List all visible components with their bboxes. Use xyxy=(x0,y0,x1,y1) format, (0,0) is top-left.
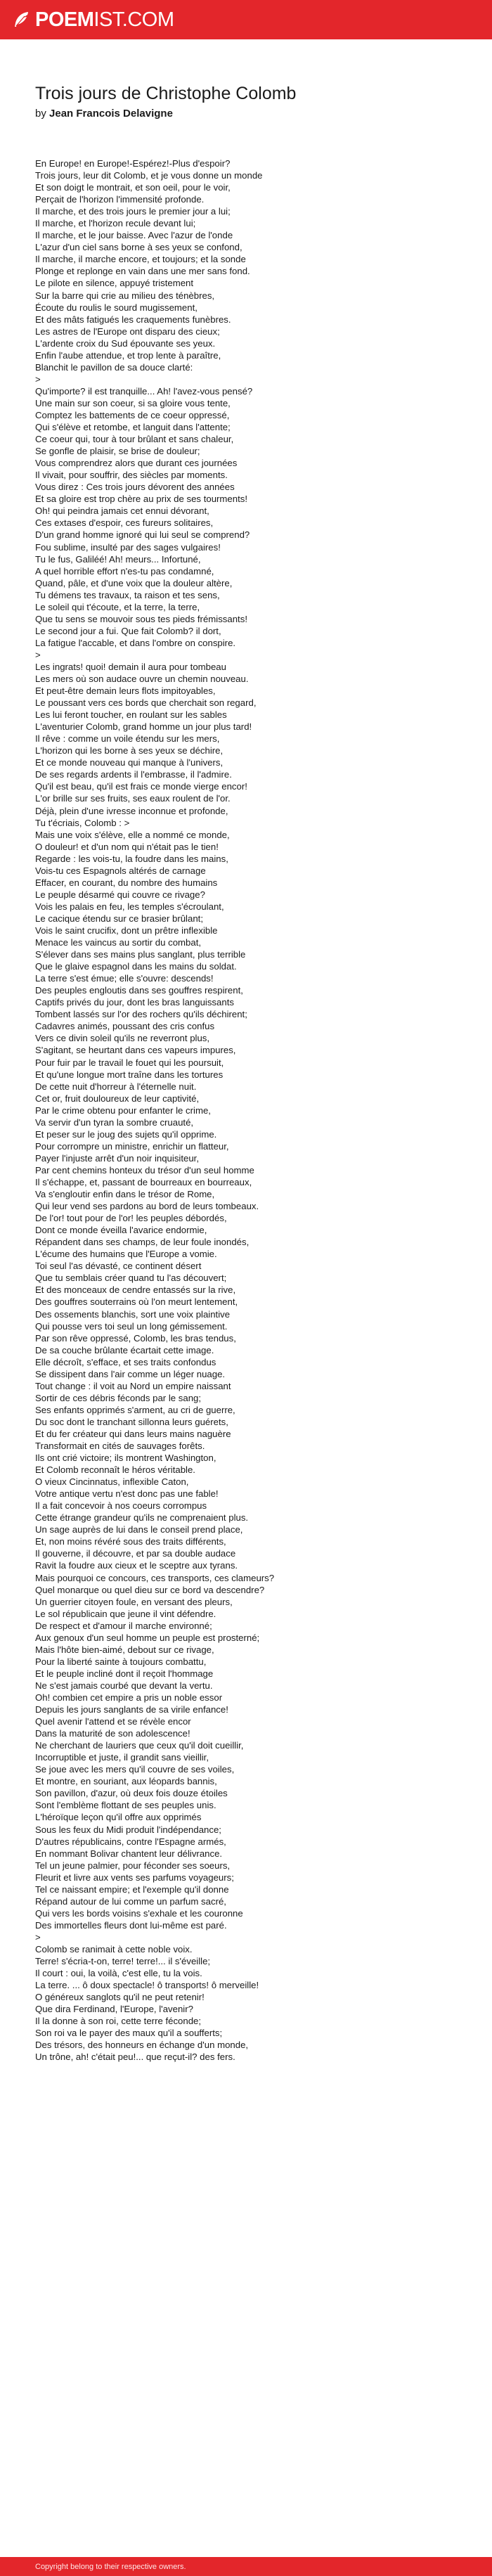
poem-line: Des gouffres souterrains où l'on meurt lentement, xyxy=(35,1296,238,1308)
poem-line: Regarde : les vois-tu, la foudre dans les mains, xyxy=(35,853,228,864)
poem-line: O généreux sanglots qu'il ne peut retenir! xyxy=(35,1992,205,2003)
poem-line: Il a fait concevoir à nos coeurs corrompus xyxy=(35,1500,207,1512)
site-footer xyxy=(0,2557,492,2576)
poem-line: Le pilote en silence, appuyé tristement xyxy=(35,278,194,289)
poem-line: Et son doigt le montrait, et son oeil, pour le voir, xyxy=(35,182,231,193)
poem-line: Sont l'emblème flottant de ses peuples unis. xyxy=(35,1800,216,1811)
poem-line: O douleur! et d'un nom qui n'était pas le tien! xyxy=(35,841,219,852)
poem-line: L'azur d'un ciel sans borne à ses yeux se confond, xyxy=(35,242,242,253)
poem-line: Sortir de ces débris féconds par le sang; xyxy=(35,1392,202,1403)
poem-line: Quel monarque ou quel dieu sur ce bord va descendre? xyxy=(35,1584,265,1595)
poem-line: Et qu'une longue mort traîne dans les tortures xyxy=(35,1069,224,1080)
poem-line: Et peut-être demain leurs flots impitoyables, xyxy=(35,685,216,697)
poem-line: Sur la barre qui crie au milieu des ténèbres, xyxy=(35,290,215,301)
poem-line: Ses enfants opprimés s'arment, au cri de guerre, xyxy=(35,1404,235,1415)
poem-line: Il marche, il marche encore, et toujours; et la sonde xyxy=(35,254,246,265)
poem-line: Qu'il est beau, qu'il est frais ce monde vierge encor! xyxy=(35,781,247,792)
poem-line: Terre! s'écria-t-on, terre! terre!... il s'éveille; xyxy=(35,1956,211,1967)
poem-line: Blanchit le pavillon de sa douce clarté: xyxy=(35,361,193,373)
poem-line: Déjà, plein d'une ivresse inconnue et profonde, xyxy=(35,805,228,816)
poem-line: Trois jours, leur dit Colomb, et je vous donne un monde xyxy=(35,170,263,181)
poem-line: Un guerrier citoyen foule, en versant des pleurs, xyxy=(35,1596,233,1607)
poem-line: Se joue avec les mers qu'il couvre de ses voiles, xyxy=(35,1764,235,1775)
poem-line: En nommant Bolivar chantent leur délivrance. xyxy=(35,1848,223,1859)
poem-line: Les lui feront toucher, en roulant sur les sables xyxy=(35,709,227,721)
poem-line: Vous comprendrez alors que durant ces journées xyxy=(35,458,238,469)
poem-line: Oh! qui peindra jamais cet ennui dévorant, xyxy=(35,505,209,517)
poem-line: Cadavres animés, poussant des cris confus xyxy=(35,1021,215,1032)
poem-line: Payer l'injuste arrêt d'un noir inquisiteur, xyxy=(35,1152,200,1164)
poem-line: Des trésors, des honneurs en échange d'un monde, xyxy=(35,2040,249,2051)
poem-line: Quel avenir l'attend et se révèle encor xyxy=(35,1716,191,1727)
poem-line: Incorruptible et juste, il grandit sans vieillir, xyxy=(35,1752,209,1763)
poem-line: L'horizon qui les borne à ses yeux se déchire, xyxy=(35,745,224,756)
poem-line: Le cacique étendu sur ce brasier brûlant; xyxy=(35,913,203,924)
poem-line: De l'or! tout pour de l'or! les peuples débordés, xyxy=(35,1213,227,1224)
poem-line: Et peser sur le joug des sujets qu'il opprime. xyxy=(35,1128,217,1140)
poem-line: Il marche, et l'horizon recule devant lui; xyxy=(35,218,196,229)
poem-line: Le second jour a fui. Que fait Colomb? il dort, xyxy=(35,625,221,636)
poem-line: Se gonfle de plaisir, se brise de douleur; xyxy=(35,446,200,457)
poem-line: O vieux Cincinnatus, inflexible Caton, xyxy=(35,1476,189,1488)
poem-line: Colomb se ranimait à cette noble voix. xyxy=(35,1943,193,1954)
poem-line: Et ce monde nouveau qui manque à l'univers, xyxy=(35,757,224,768)
poem-line: De respect et d'amour il marche environné; xyxy=(35,1620,212,1631)
poem-line: Vois-tu ces Espagnols altérés de carnage xyxy=(35,865,206,876)
poem-line: De ses regards ardents il l'embrasse, il l'admire. xyxy=(35,769,232,780)
poem-line: Il court : oui, la voilà, c'est elle, tu la vois. xyxy=(35,1968,202,1979)
poem-line: Il s'échappe, et, passant de bourreaux en bourreaux, xyxy=(35,1176,252,1187)
poem-line: Qui vers les bords voisins s'exhale et les couronne xyxy=(35,1907,243,1919)
poem-line: Le poussant vers ces bords que cherchait son regard, xyxy=(35,697,257,709)
poem-line: S'élever dans ses mains plus sanglant, plus terrible xyxy=(35,949,246,960)
poem-line: Et montre, en souriant, aux léopards bannis, xyxy=(35,1776,217,1787)
poem-line: Le soleil qui t'écoute, et la terre, la terre, xyxy=(35,601,200,612)
poem-line: Et le peuple incliné dont il reçoit l'hommage xyxy=(35,1668,214,1679)
poem-line: Effacer, en courant, du nombre des humains xyxy=(35,877,218,888)
site-logo[interactable] xyxy=(12,10,174,30)
site-header xyxy=(0,0,492,39)
poem-line: Fou sublime, insulté par des sages vulgaires! xyxy=(35,541,221,553)
poem-line: Tout change : il voit au Nord un empire naissant xyxy=(35,1380,231,1391)
poem-line: Ces extases d'espoir, ces fureurs solitaires, xyxy=(35,517,214,529)
poem-line: Dont ce monde éveilla l'avarice endormie, xyxy=(35,1225,207,1236)
poem-line: Ne cherchant de lauriers que ceux qu'il doit cueillir, xyxy=(35,1740,244,1751)
poem-line: Le peuple désarmé qui couvre ce rivage? xyxy=(35,889,205,900)
poem-line: Captifs privés du jour, dont les bras languissants xyxy=(35,997,234,1008)
poem-line: S'agitant, se heurtant dans ces vapeurs impures, xyxy=(35,1045,236,1056)
poem-line: Pour fuir par le travail le fouet qui les poursuit, xyxy=(35,1057,224,1068)
poem-line: Aux genoux d'un seul homme un peuple est prosterné; xyxy=(35,1632,260,1643)
poem-line: L'ardente croix du Sud épouvante ses yeux. xyxy=(35,337,216,349)
poem-line: Un trône, ah! c'était peu!... que reçut-il? des fers. xyxy=(35,2052,235,2063)
poem-line: Mais pourquoi ce concours, ces transports, ces clameurs? xyxy=(35,1572,275,1583)
poem-line: L'héroïque leçon qu'il offre aux opprimés xyxy=(35,1812,202,1823)
poem-line: Il marche, et des trois jours le premier jour a lui; xyxy=(35,206,231,217)
poem-line: En Europe! en Europe!-Espérez!-Plus d'espoir? xyxy=(35,158,231,169)
poem-line: Les astres de l'Europe ont disparu des cieux; xyxy=(35,326,220,337)
poem-line: Cet or, fruit douloureux de leur captivité, xyxy=(35,1093,200,1104)
poem-line: Répand autour de lui comme un parfum sacré, xyxy=(35,1895,226,1907)
poem-line: Répandent dans ses champs, de leur foule inondés, xyxy=(35,1237,250,1248)
poem-line: L'écume des humains que l'Europe a vomie. xyxy=(35,1249,217,1260)
poem-line: Quand, pâle, et d'une voix que la douleur altère, xyxy=(35,577,233,588)
logo-text xyxy=(35,10,174,30)
poem-line: Tombent lassés sur l'or des rochers qu'ils déchirent; xyxy=(35,1009,247,1020)
logo-text-bold: POEM xyxy=(35,8,94,31)
poem-line: L'aventurier Colomb, grand homme un jour plus tard! xyxy=(35,721,252,733)
poem-line: Ne s'est jamais courbé que devant la vertu. xyxy=(35,1680,213,1691)
poem-line: Et sa gloire est trop chère au prix de ses tourments! xyxy=(35,494,247,505)
poem-article xyxy=(35,83,457,2063)
poem-line: Plonge et replonge en vain dans une mer sans fond. xyxy=(35,266,250,277)
poem-line: Il rêve : comme un voile étendu sur les mers, xyxy=(35,733,220,745)
poem-line: Qui s'élève et retombe, et languit dans l'attente; xyxy=(35,422,231,433)
poem-line: > xyxy=(35,373,41,385)
poem-line: Mais l'hôte bien-aimé, debout sur ce rivage, xyxy=(35,1644,214,1655)
poem-line: Il la donne à son roi, cette terre féconde; xyxy=(35,2016,202,2027)
poem-line: Qui leur vend ses pardons au bord de leurs tombeaux. xyxy=(35,1201,259,1212)
poem-line: Des ossements blanchis, sort une voix plaintive xyxy=(35,1308,231,1320)
poem-line: Et Colomb reconnaît le héros véritable. xyxy=(35,1464,195,1476)
poem-line: Tu le fus, Galiléé! Ah! meurs... Infortuné, xyxy=(35,553,201,565)
poem-line: Par cent chemins honteux du trésor d'un seul homme xyxy=(35,1164,254,1176)
poem-line: Tel ce naissant empire; et l'exemple qu'il donne xyxy=(35,1883,229,1895)
poem-line: Perçait de l'horizon l'immensité profonde. xyxy=(35,194,205,205)
poem-line: Vois les palais en feu, les temples s'écroulant, xyxy=(35,901,224,912)
poem-line: Toi seul l'as dévasté, ce continent désert xyxy=(35,1261,202,1272)
poem-line: Votre antique vertu n'est donc pas une fable! xyxy=(35,1488,219,1500)
poem-line: A quel horrible effort n'es-tu pas condamné, xyxy=(35,565,214,577)
byline-prefix: by xyxy=(35,108,46,120)
poem-line: Qu'importe? il est tranquille... Ah! l'avez-vous pensé? xyxy=(35,385,253,397)
poem-line: Et des mâts fatigués les craquements funèbres. xyxy=(35,314,231,325)
poem-line: Cette étrange grandeur qu'ils ne comprenaient plus. xyxy=(35,1512,249,1524)
poem-body xyxy=(35,157,457,2063)
poem-line: Du soc dont le tranchant sillonna leurs guérets, xyxy=(35,1416,228,1427)
poem-line: Pour corrompre un ministre, enrichir un flatteur, xyxy=(35,1140,229,1152)
byline xyxy=(35,107,457,121)
poem-line: Son roi va le payer des maux qu'il a soufferts; xyxy=(35,2028,223,2039)
logo-text-light: IST.COM xyxy=(93,8,174,31)
poem-line: Il marche, et le jour baisse. Avec l'azur de l'onde xyxy=(35,230,233,241)
poem-line: Les mers où son audace ouvre un chemin nouveau. xyxy=(35,674,249,685)
poem-line: Tel un jeune palmier, pour féconder ses soeurs, xyxy=(35,1860,231,1871)
poem-line: Sous les feux du Midi produit l'indépendance; xyxy=(35,1824,221,1835)
poem-line: Fleurit et livre aux vents ses parfums voyageurs; xyxy=(35,1872,234,1883)
poem-line: Ils ont crié victoire; ils montrent Washington, xyxy=(35,1453,216,1464)
poem-line: La terre. ... ô doux spectacle! ô transports! ô merveille! xyxy=(35,1980,259,1991)
poem-line: Menace les vaincus au sortir du combat, xyxy=(35,937,202,948)
poem-line: > xyxy=(35,649,41,660)
poem-line: D'autres républicains, contre l'Espagne armés, xyxy=(35,1836,226,1847)
poem-line: Se dissipent dans l'air comme un léger nuage. xyxy=(35,1368,226,1379)
poem-line: > xyxy=(35,1931,41,1943)
poem-line: Elle décroît, s'efface, et ses traits confondus xyxy=(35,1356,216,1367)
poem-line: Une main sur son coeur, si sa gloire vous tente, xyxy=(35,397,231,408)
feather-icon xyxy=(12,11,30,29)
poem-line: Que tu semblais créer quand tu l'as découvert; xyxy=(35,1273,227,1284)
poem-line: Depuis les jours sanglants de sa virile enfance! xyxy=(35,1704,228,1715)
poem-line: Vois le saint crucifix, dont un prêtre inflexible xyxy=(35,925,218,936)
poem-line: Mais une voix s'élève, elle a nommé ce monde, xyxy=(35,829,230,840)
poem-line: Et, non moins révéré sous des traits différents, xyxy=(35,1536,226,1547)
poem-line: Ravit la foudre aux cieux et le sceptre aux tyrans. xyxy=(35,1560,238,1571)
poem-line: Des peuples engloutis dans ses gouffres respirent, xyxy=(35,985,243,996)
poem-line: Tu démens tes travaux, ta raison et tes sens, xyxy=(35,589,220,600)
poem-line: Ce coeur qui, tour à tour brûlant et sans chaleur, xyxy=(35,434,234,445)
poem-line: Il gouverne, il découvre, et par sa double audace xyxy=(35,1548,236,1559)
poem-line: Comptez les battements de ce coeur oppressé, xyxy=(35,409,230,420)
poem-line: Et des monceaux de cendre entassés sur la rive, xyxy=(35,1284,236,1296)
poem-line: Son pavillon, d'azur, où deux fois douze étoiles xyxy=(35,1788,228,1799)
poem-line: Le sol républicain que jeune il vint défendre. xyxy=(35,1608,216,1619)
poem-line: Va servir d'un tyran la sombre cruauté, xyxy=(35,1116,194,1128)
poem-line: La fatigue l'accable, et dans l'ombre on conspire. xyxy=(35,637,236,648)
poem-line: Et du fer créateur qui dans leurs mains naguère xyxy=(35,1428,231,1439)
poem-line: D'un grand homme ignoré qui lui seul se comprend? xyxy=(35,529,250,541)
poem-line: De sa couche brûlante écartait cette image. xyxy=(35,1344,214,1355)
poem-line: Par le crime obtenu pour enfanter le crime, xyxy=(35,1105,211,1116)
poem-line: Pour la liberté sainte à toujours combattu, xyxy=(35,1656,207,1667)
poem-line: Transformait en cités de sauvages forêts. xyxy=(35,1441,205,1452)
poem-line: Que le glaive espagnol dans les mains du soldat. xyxy=(35,961,237,972)
poem-title: Trois jours de Christophe Colomb xyxy=(35,84,297,103)
poem-line: Les ingrats! quoi! demain il aura pour tombeau xyxy=(35,661,226,672)
poem-line: Il vivait, pour souffrir, des siècles par moments. xyxy=(35,470,228,481)
author-name[interactable]: Jean Francois Delavigne xyxy=(49,108,173,120)
poem-line: La terre s'est émue; elle s'ouvre: descends! xyxy=(35,973,214,984)
poem-line: Que tu sens se mouvoir sous tes pieds frémissants! xyxy=(35,613,247,624)
poem-line: Va s'engloutir enfin dans le trésor de Rome, xyxy=(35,1189,215,1200)
poem-line: Enfin l'aube attendue, et trop lente à paraître, xyxy=(35,349,221,361)
poem-line: Des immortelles fleurs dont lui-même est paré. xyxy=(35,1919,227,1931)
poem-line: Que dira Ferdinand, l'Europe, l'avenir? xyxy=(35,2004,193,2015)
poem-line: Dans la maturité de son adolescence! xyxy=(35,1728,190,1739)
poem-line: Un sage auprès de lui dans le conseil prend place, xyxy=(35,1524,243,1535)
copyright-text: Copyright belong to their respective owners. xyxy=(35,2562,186,2571)
poem-line: Qui pousse vers toi seul un long gémissement. xyxy=(35,1320,228,1332)
poem-line: Tu t'écriais, Colomb : > xyxy=(35,817,130,828)
poem-line: Écoute du roulis le sourd mugissement, xyxy=(35,302,198,313)
poem-line: De cette nuit d'horreur à l'éternelle nuit. xyxy=(35,1081,197,1092)
poem-line: Vous direz : Ces trois jours dévorent des années xyxy=(35,482,235,493)
poem-line: Oh! combien cet empire a pris un noble essor xyxy=(35,1692,223,1703)
poem-line: Vers ce divin soleil qu'ils ne reverront plus, xyxy=(35,1033,210,1044)
poem-line: Par son rêve oppressé, Colomb, les bras tendus, xyxy=(35,1332,236,1344)
poem-line: L'or brille sur ses fruits, ses eaux roulent de l'or. xyxy=(35,793,231,804)
